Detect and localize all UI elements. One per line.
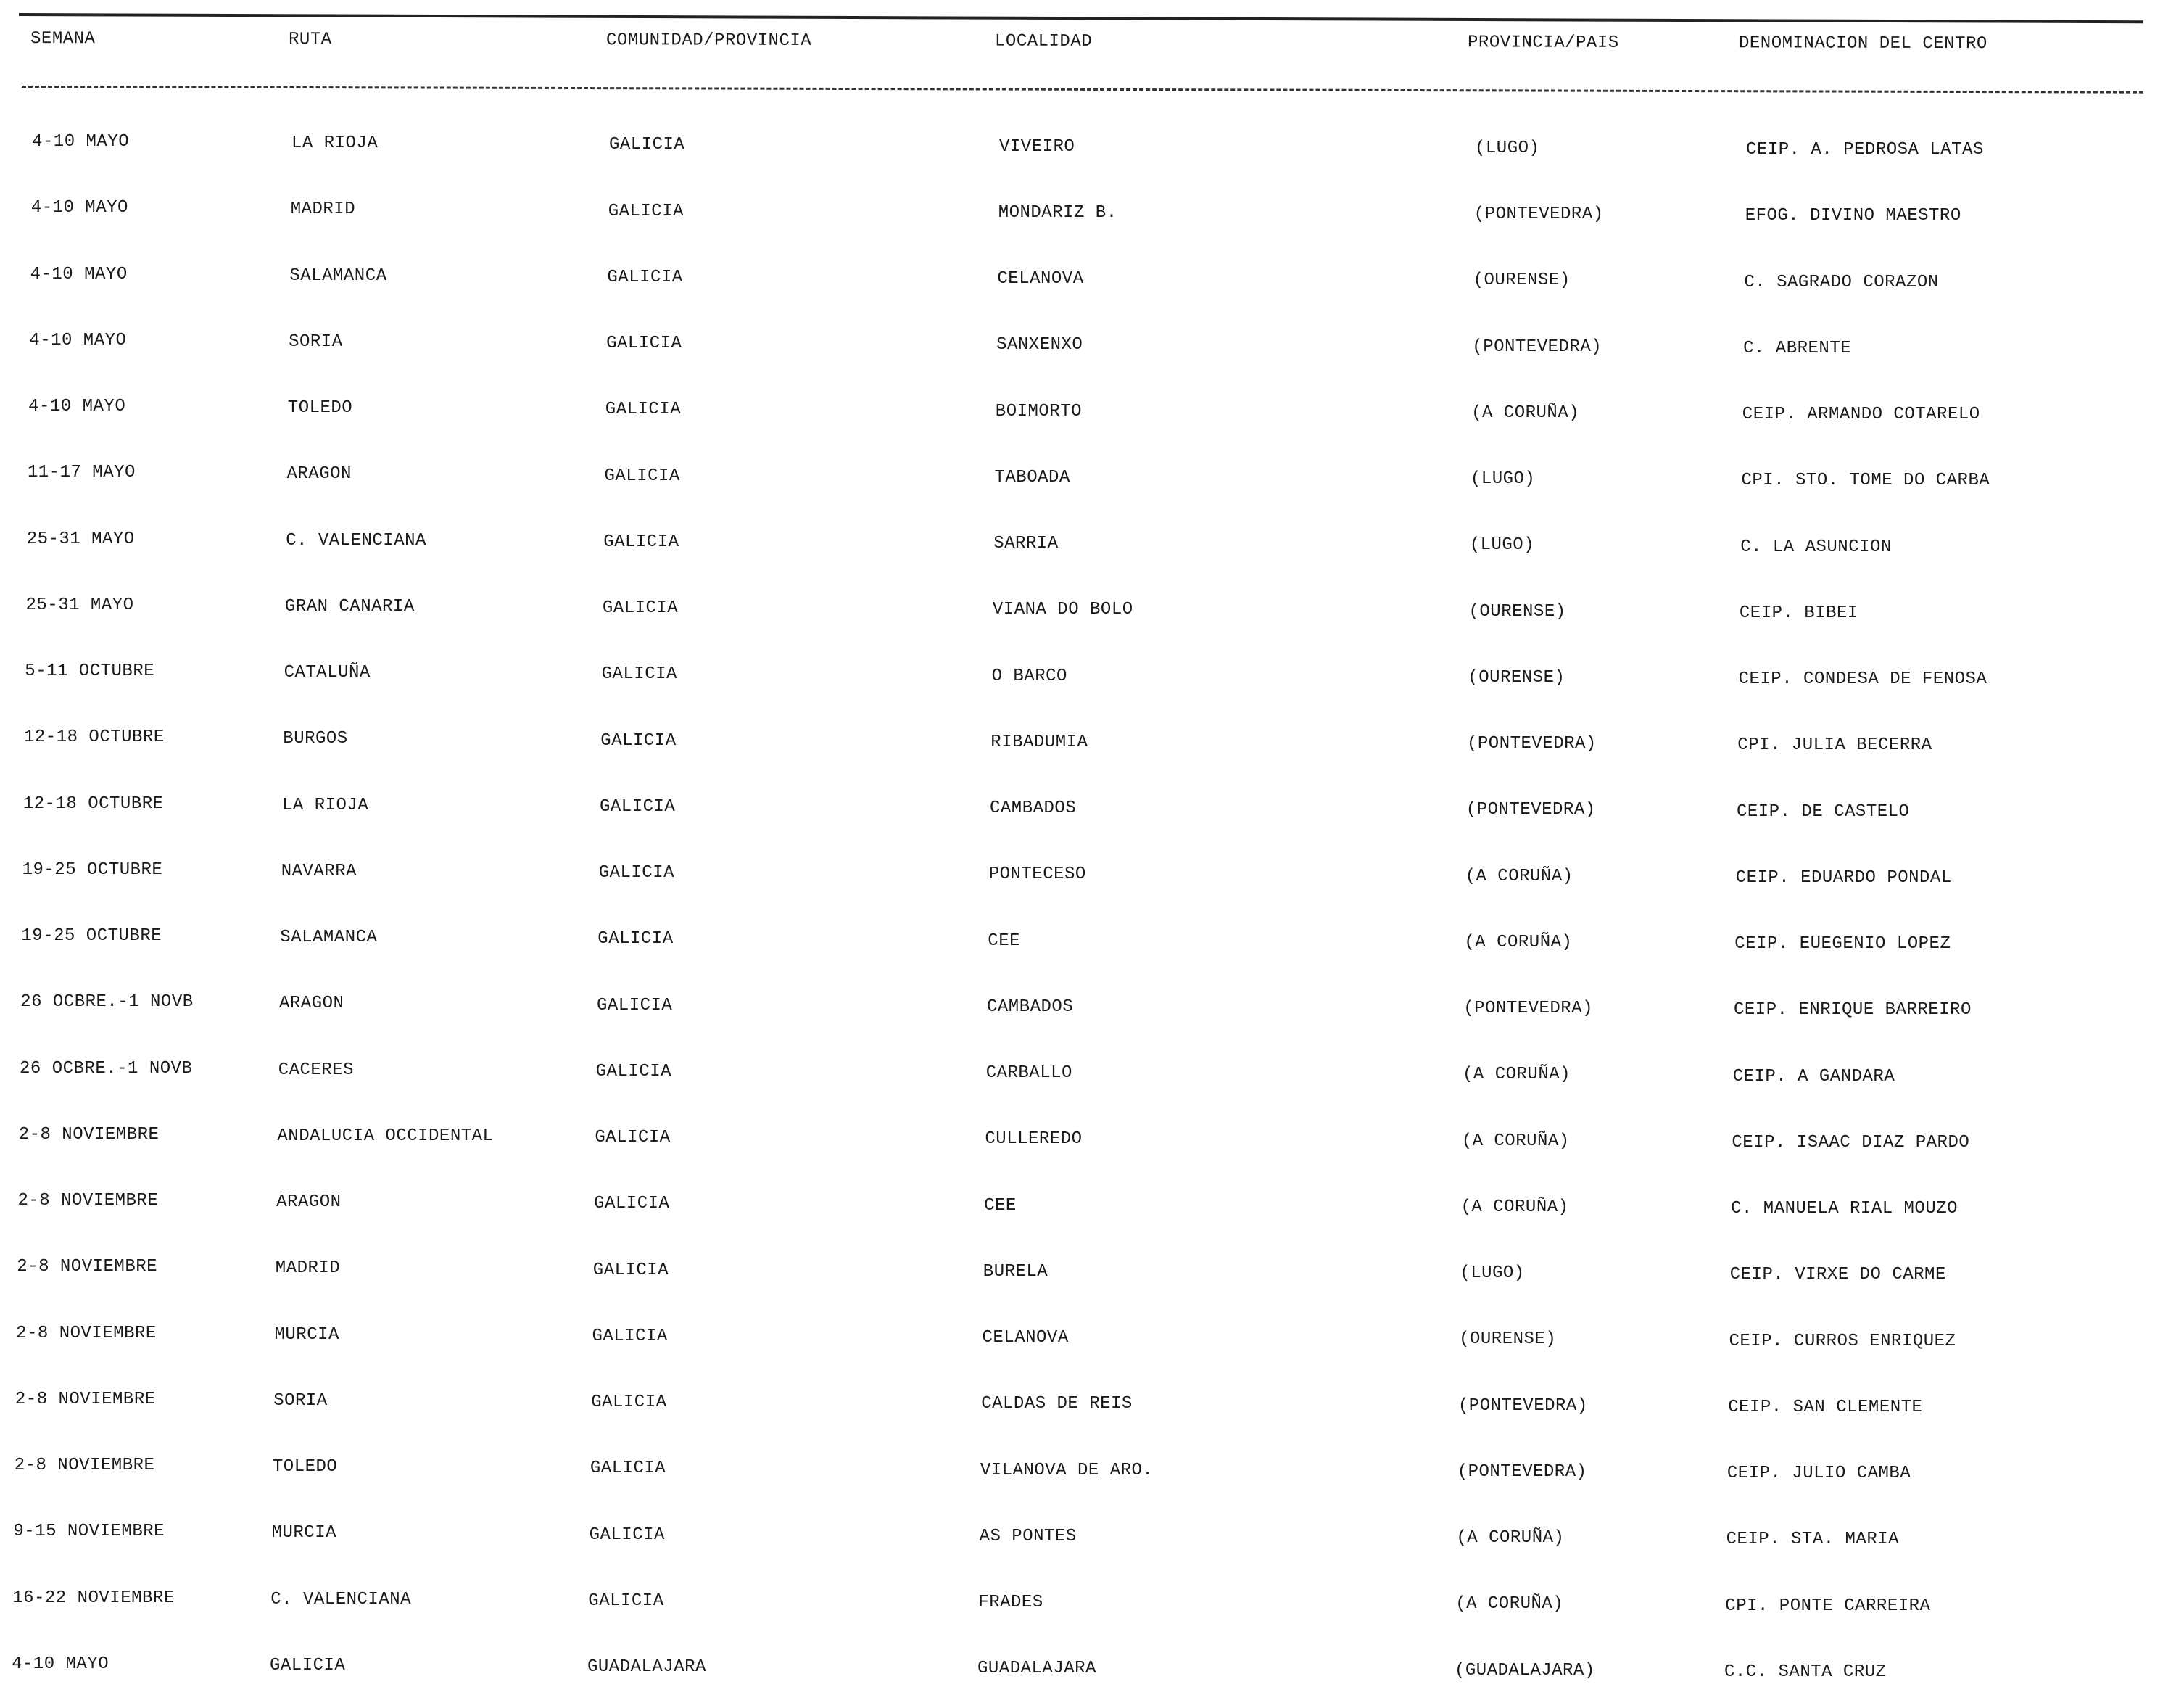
cell-comunidad: GALICIA <box>595 1128 671 1148</box>
cell-comunidad: GALICIA <box>592 1260 669 1280</box>
header-comunidad: COMUNIDAD/PROVINCIA <box>605 30 812 51</box>
cell-localidad: GUADALAJARA <box>977 1659 1096 1679</box>
top-rule <box>19 13 2143 23</box>
cell-provincia: (A CORUÑA) <box>1461 1131 1570 1151</box>
cell-centro: CEIP. BIBEI <box>1739 603 1858 623</box>
cell-comunidad: GALICIA <box>608 201 684 221</box>
cell-localidad: CEE <box>988 931 1021 951</box>
table-row <box>0 397 2184 426</box>
cell-comunidad: GALICIA <box>600 796 676 817</box>
cell-semana: 12-18 OCTUBRE <box>24 727 165 748</box>
cell-comunidad: GALICIA <box>602 598 679 619</box>
cell-localidad: BURELA <box>983 1261 1048 1282</box>
cell-semana: 4-10 MAYO <box>28 397 126 416</box>
cell-provincia: (PONTEVEDRA) <box>1467 734 1597 754</box>
cell-comunidad: GALICIA <box>604 466 680 486</box>
table-header <box>0 29 2184 71</box>
cell-ruta: TOLEDO <box>272 1457 338 1477</box>
cell-localidad: SANXENXO <box>996 335 1083 355</box>
table-row <box>0 331 2184 360</box>
table-row <box>0 1654 2184 1683</box>
cell-provincia: (LUGO) <box>1470 469 1536 490</box>
table-row <box>0 1522 2184 1551</box>
cell-comunidad: GALICIA <box>606 334 682 354</box>
cell-semana: 4-10 MAYO <box>12 1654 109 1674</box>
cell-centro: CPI. PONTE CARREIRA <box>1725 1596 1931 1616</box>
cell-centro: C.C. SANTA CRUZ <box>1724 1662 1887 1682</box>
header-ruta: RUTA <box>288 30 332 50</box>
cell-localidad: TABOADA <box>994 467 1070 487</box>
cell-comunidad: GALICIA <box>590 1459 666 1479</box>
table-row <box>0 463 2184 492</box>
table-row <box>0 198 2184 227</box>
cell-localidad: CARBALLO <box>985 1063 1072 1084</box>
table-row <box>0 529 2184 558</box>
cell-provincia: (OURENSE) <box>1459 1329 1557 1350</box>
cell-comunidad: GALICIA <box>592 1326 668 1346</box>
cell-localidad: VIVEIRO <box>999 136 1075 157</box>
table-row <box>0 595 2184 624</box>
cell-centro: C. ABRENTE <box>1743 338 1852 358</box>
cell-ruta: SORIA <box>273 1390 328 1411</box>
header-provincia: PROVINCIA/PAIS <box>1467 33 1619 53</box>
cell-comunidad: GALICIA <box>597 995 673 1015</box>
table-row <box>0 265 2184 294</box>
cell-semana: 5-11 OCTUBRE <box>25 661 155 681</box>
cell-localidad: PONTECESO <box>988 865 1086 885</box>
cell-comunidad: GALICIA <box>600 730 677 751</box>
cell-semana: 25-31 MAYO <box>26 529 135 549</box>
cell-localidad: RIBADUMIA <box>990 732 1088 752</box>
cell-ruta: GRAN CANARIA <box>284 596 415 616</box>
cell-centro: C. SAGRADO CORAZON <box>1744 272 1939 292</box>
cell-localidad: O BARCO <box>991 666 1067 686</box>
cell-provincia: (PONTEVEDRA) <box>1473 205 1604 225</box>
cell-semana: 2-8 NOVIEMBRE <box>16 1323 157 1343</box>
cell-localidad: AS PONTES <box>979 1526 1077 1546</box>
cell-centro: CEIP. STA. MARIA <box>1726 1530 1900 1550</box>
cell-provincia: (PONTEVEDRA) <box>1463 999 1594 1019</box>
cell-provincia: (A CORUÑA) <box>1464 932 1573 952</box>
table-row <box>0 1059 2184 1088</box>
cell-ruta: CACERES <box>278 1060 355 1080</box>
cell-provincia: (LUGO) <box>1475 138 1540 158</box>
table-row <box>0 794 2184 823</box>
cell-provincia: (OURENSE) <box>1473 271 1571 291</box>
cell-centro: EFOG. DIVINO MAESTRO <box>1745 206 1961 226</box>
header-semana: SEMANA <box>30 29 96 49</box>
cell-centro: CEIP. A. PEDROSA LATAS <box>1746 140 1984 160</box>
cell-ruta: SORIA <box>289 331 343 352</box>
cell-semana: 25-31 MAYO <box>25 595 134 615</box>
header-dashed-rule <box>22 86 2143 94</box>
cell-ruta: SALAMANCA <box>280 928 378 948</box>
cell-centro: CEIP. VIRXE DO CARME <box>1729 1265 1946 1285</box>
cell-localidad: CELANOVA <box>982 1328 1069 1348</box>
cell-comunidad: GALICIA <box>595 1061 672 1081</box>
table-row <box>0 1456 2184 1485</box>
cell-localidad: SARRIA <box>993 534 1059 554</box>
header-localidad: LOCALIDAD <box>994 31 1093 51</box>
table-row <box>0 1390 2184 1419</box>
cell-localidad: FRADES <box>978 1593 1043 1613</box>
cell-ruta: MADRID <box>275 1258 341 1279</box>
cell-ruta: MURCIA <box>271 1523 337 1543</box>
cell-semana: 2-8 NOVIEMBRE <box>15 1389 156 1409</box>
cell-semana: 11-17 MAYO <box>27 463 136 483</box>
table-row <box>0 992 2184 1021</box>
cell-provincia: (OURENSE) <box>1468 601 1566 622</box>
cell-comunidad: GALICIA <box>594 1194 670 1214</box>
cell-ruta: GALICIA <box>270 1655 346 1675</box>
table-row <box>0 1588 2184 1617</box>
cell-provincia: (PONTEVEDRA) <box>1457 1395 1588 1416</box>
cell-comunidad: GALICIA <box>598 863 675 883</box>
cell-semana: 16-22 NOVIEMBRE <box>12 1588 175 1608</box>
table-row <box>0 727 2184 756</box>
cell-provincia: (LUGO) <box>1469 535 1535 556</box>
cell-centro: CPI. STO. TOME DO CARBA <box>1741 471 1990 491</box>
cell-ruta: MADRID <box>290 199 356 220</box>
cell-semana: 19-25 OCTUBRE <box>22 859 163 880</box>
cell-ruta: BURGOS <box>283 729 348 749</box>
cell-semana: 12-18 OCTUBRE <box>22 793 164 814</box>
cell-comunidad: GALICIA <box>597 929 674 949</box>
cell-centro: CEIP. DE CASTELO <box>1737 801 1910 822</box>
cell-localidad: MONDARIZ B. <box>998 202 1117 223</box>
cell-ruta: MURCIA <box>274 1324 339 1345</box>
cell-localidad: CAMBADOS <box>990 799 1077 819</box>
table-row <box>0 926 2184 955</box>
cell-semana: 2-8 NOVIEMBRE <box>18 1124 160 1144</box>
cell-centro: CEIP. ISAAC DIAZ PARDO <box>1732 1132 1970 1152</box>
cell-localidad: CELANOVA <box>997 269 1084 289</box>
cell-provincia: (PONTEVEDRA) <box>1465 800 1596 820</box>
cell-provincia: (A CORUÑA) <box>1463 1065 1571 1085</box>
table-row <box>0 1324 2184 1353</box>
cell-ruta: C. VALENCIANA <box>286 530 426 550</box>
table-row <box>0 661 2184 690</box>
table-row <box>0 860 2184 889</box>
cell-ruta: ANDALUCIA OCCIDENTAL <box>277 1126 494 1146</box>
header-centro: DENOMINACION DEL CENTRO <box>1738 33 1987 54</box>
cell-semana: 2-8 NOVIEMBRE <box>17 1191 159 1210</box>
cell-provincia: (GUADALAJARA) <box>1455 1660 1595 1680</box>
cell-comunidad: GALICIA <box>601 664 677 685</box>
cell-semana: 4-10 MAYO <box>30 198 128 218</box>
cell-localidad: VILANOVA DE ARO. <box>980 1460 1154 1480</box>
cell-localidad: CEE <box>984 1195 1017 1216</box>
cell-ruta: LA RIOJA <box>291 133 379 154</box>
cell-comunidad: GUADALAJARA <box>587 1657 706 1678</box>
table-row <box>0 132 2184 161</box>
cell-provincia: (PONTEVEDRA) <box>1472 337 1602 357</box>
cell-ruta: CATALUÑA <box>284 663 371 683</box>
cell-comunidad: GALICIA <box>609 135 685 155</box>
cell-centro: CEIP. SAN CLEMENTE <box>1728 1397 1923 1417</box>
cell-ruta: NAVARRA <box>281 861 357 881</box>
cell-centro: CEIP. EDUARDO PONDAL <box>1735 867 1952 888</box>
cell-comunidad: GALICIA <box>605 400 682 420</box>
cell-localidad: VIANA DO BOLO <box>992 600 1133 620</box>
cell-localidad: CALDAS DE REIS <box>981 1394 1133 1414</box>
cell-localidad: CAMBADOS <box>987 997 1074 1017</box>
cell-semana: 4-10 MAYO <box>29 330 127 350</box>
cell-ruta: TOLEDO <box>287 398 353 418</box>
cell-centro: CEIP. ENRIQUE BARREIRO <box>1734 1000 1972 1020</box>
cell-ruta: ARAGON <box>279 994 344 1014</box>
cell-centro: C. LA ASUNCION <box>1740 537 1892 557</box>
cell-ruta: SALAMANCA <box>289 265 387 286</box>
cell-provincia: (OURENSE) <box>1468 667 1565 688</box>
cell-localidad: BOIMORTO <box>995 401 1083 421</box>
cell-centro: CPI. JULIA BECERRA <box>1737 735 1932 756</box>
cell-ruta: ARAGON <box>286 464 352 484</box>
cell-provincia: (A CORUÑA) <box>1455 1594 1564 1614</box>
cell-comunidad: GALICIA <box>603 532 679 552</box>
cell-semana: 2-8 NOVIEMBRE <box>17 1257 158 1277</box>
cell-comunidad: GALICIA <box>589 1525 665 1545</box>
cell-semana: 2-8 NOVIEMBRE <box>14 1456 155 1475</box>
cell-centro: CEIP. CURROS ENRIQUEZ <box>1729 1331 1956 1351</box>
cell-provincia: (PONTEVEDRA) <box>1457 1461 1587 1482</box>
cell-centro: CEIP. EUEGENIO LOPEZ <box>1734 934 1951 954</box>
cell-semana: 26 OCBRE.-1 NOVB <box>20 992 194 1012</box>
cell-semana: 4-10 MAYO <box>30 264 128 284</box>
table-row <box>0 1257 2184 1286</box>
table-row <box>0 1191 2184 1220</box>
cell-ruta: ARAGON <box>276 1192 342 1213</box>
cell-provincia: (LUGO) <box>1460 1263 1525 1284</box>
cell-comunidad: GALICIA <box>588 1591 664 1611</box>
cell-provincia: (A CORUÑA) <box>1456 1528 1565 1548</box>
cell-centro: CEIP. CONDESA DE FENOSA <box>1738 669 1987 689</box>
cell-ruta: LA RIOJA <box>282 795 369 815</box>
cell-provincia: (A CORUÑA) <box>1460 1197 1569 1217</box>
cell-centro: C. MANUELA RIAL MOUZO <box>1731 1199 1958 1218</box>
cell-semana: 4-10 MAYO <box>32 132 130 152</box>
cell-comunidad: GALICIA <box>591 1393 667 1413</box>
cell-centro: CEIP. JULIO CAMBA <box>1726 1464 1911 1483</box>
cell-semana: 26 OCBRE.-1 NOVB <box>20 1058 193 1078</box>
cell-semana: 19-25 OCTUBRE <box>21 926 162 946</box>
cell-provincia: (A CORUÑA) <box>1471 403 1580 423</box>
cell-centro: CEIP. A GANDARA <box>1732 1066 1895 1086</box>
cell-comunidad: GALICIA <box>607 267 683 287</box>
cell-centro: CEIP. ARMANDO COTARELO <box>1742 405 1980 424</box>
table-row <box>0 1125 2184 1154</box>
cell-provincia: (A CORUÑA) <box>1465 866 1573 886</box>
cell-localidad: CULLEREDO <box>985 1129 1083 1150</box>
cell-ruta: C. VALENCIANA <box>270 1589 412 1609</box>
cell-semana: 9-15 NOVIEMBRE <box>13 1522 165 1542</box>
